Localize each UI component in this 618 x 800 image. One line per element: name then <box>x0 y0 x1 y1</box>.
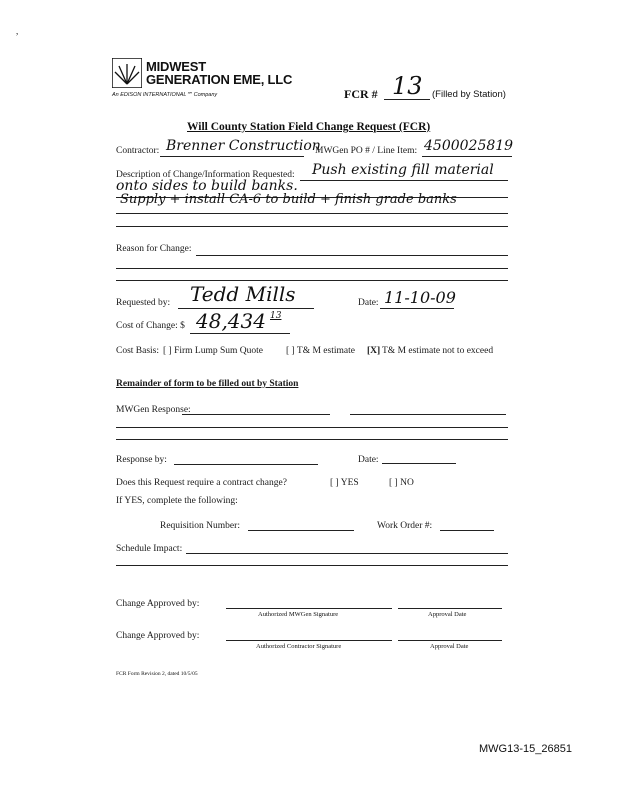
mwgen-signature-line <box>226 608 392 609</box>
mwgen-signature-caption: Authorized MWGen Signature <box>258 611 339 618</box>
fcr-number-line <box>384 99 430 100</box>
response-date-line <box>382 463 456 464</box>
schedule-impact-line2 <box>116 565 508 566</box>
reason-label: Reason for Change: <box>116 244 192 254</box>
form-title: Will County Station Field Change Request (FCR) <box>187 121 431 133</box>
schedule-impact-label: Schedule Impact: <box>116 544 183 554</box>
fcr-number-note: (Filled by Station) <box>432 89 506 100</box>
date-line <box>380 308 454 309</box>
cost-basis-nte-label: T& M estimate not to exceed <box>382 346 494 356</box>
response-by-line <box>174 464 318 465</box>
requested-by-label: Requested by: <box>116 298 171 308</box>
contractor-approval-date-line <box>398 640 502 641</box>
cost-basis-tm-estimate[interactable]: [ ] T& M estimate <box>286 346 355 356</box>
mwgen-response-line1a <box>182 414 330 415</box>
response-by-label: Response by: <box>116 455 167 465</box>
contractor-signature-line <box>226 640 392 641</box>
description-label: Description of Change/Information Requested: <box>116 170 295 180</box>
work-order-label: Work Order #: <box>377 521 433 531</box>
station-section-heading: Remainder of form to be filled out by Station <box>116 379 299 389</box>
contractor-label: Contractor: <box>116 146 160 156</box>
contractor-approved-by-label: Change Approved by: <box>116 631 200 641</box>
cost-basis-nte-checkbox[interactable]: [X] <box>367 346 381 356</box>
description-line3[interactable]: Supply + install CA-6 to build + finish grade banks <box>120 192 457 207</box>
requisition-label: Requisition Number: <box>160 521 240 531</box>
cost-value[interactable]: 48,434 <box>196 309 266 333</box>
contractor-signature-caption: Authorized Contractor Signature <box>256 643 342 650</box>
company-name-line2: GENERATION EME, LLC <box>146 72 293 87</box>
fcr-number-value: 13 <box>392 72 423 100</box>
company-name-line1: MIDWEST <box>146 59 206 74</box>
cost-line <box>190 333 290 334</box>
cost-label: Cost of Change: $ <box>116 321 185 331</box>
logo-icon <box>112 58 142 88</box>
reason-line2 <box>116 268 508 269</box>
mwgen-response-label: MWGen Response: <box>116 405 191 415</box>
work-order-line <box>440 530 494 531</box>
contractor-value[interactable]: Brenner Construction <box>166 138 321 154</box>
po-label: MWGen PO # / Line Item: <box>315 146 418 156</box>
mwgen-approval-date-caption: Approval Date <box>428 611 467 618</box>
description-underline4 <box>116 226 508 227</box>
if-yes-instruction: If YES, complete the following: <box>116 496 238 506</box>
description-line1[interactable]: Push existing fill material <box>312 162 494 178</box>
cost-basis-label: Cost Basis: <box>116 346 160 356</box>
requested-by-value[interactable]: Tedd Mills <box>190 282 296 306</box>
stray-mark: , <box>16 26 19 36</box>
schedule-impact-line1 <box>186 553 508 554</box>
document-id: MWG13-15_26851 <box>479 743 572 755</box>
contractor-line <box>160 156 304 157</box>
date-value[interactable]: 11-10-09 <box>384 288 456 307</box>
fcr-number-label: FCR # <box>344 87 378 101</box>
po-line <box>422 156 512 157</box>
mwgen-response-line1b <box>350 414 506 415</box>
description-underline3 <box>116 213 508 214</box>
reason-line1 <box>196 255 508 256</box>
contractor-approval-date-caption: Approval Date <box>430 643 469 650</box>
requisition-line <box>248 530 354 531</box>
mwgen-approved-by-label: Change Approved by: <box>116 599 200 609</box>
description-line2[interactable]: onto sides to build banks. <box>116 178 298 194</box>
mwgen-response-line2 <box>116 427 508 428</box>
po-value[interactable]: 4500025819 <box>424 138 514 154</box>
cost-cents[interactable]: 13 <box>270 311 282 321</box>
mwgen-approval-date-line <box>398 608 502 609</box>
description-underline1 <box>300 180 508 181</box>
company-logo <box>112 58 142 93</box>
contract-change-no[interactable]: [ ] NO <box>389 478 414 488</box>
contract-change-question: Does this Request require a contract change? <box>116 478 287 488</box>
form-revision: FCR Form Revision 2, dated 10/5/05 <box>116 671 198 677</box>
reason-line3 <box>116 280 508 281</box>
date-label: Date: <box>358 298 379 308</box>
company-subtitle: An EDISON INTERNATIONAL℠ Company <box>112 92 218 98</box>
contract-change-yes[interactable]: [ ] YES <box>330 478 359 488</box>
cost-basis-firm-quote[interactable]: [ ] Firm Lump Sum Quote <box>163 346 264 356</box>
response-date-label: Date: <box>358 455 379 465</box>
mwgen-response-line3 <box>116 439 508 440</box>
